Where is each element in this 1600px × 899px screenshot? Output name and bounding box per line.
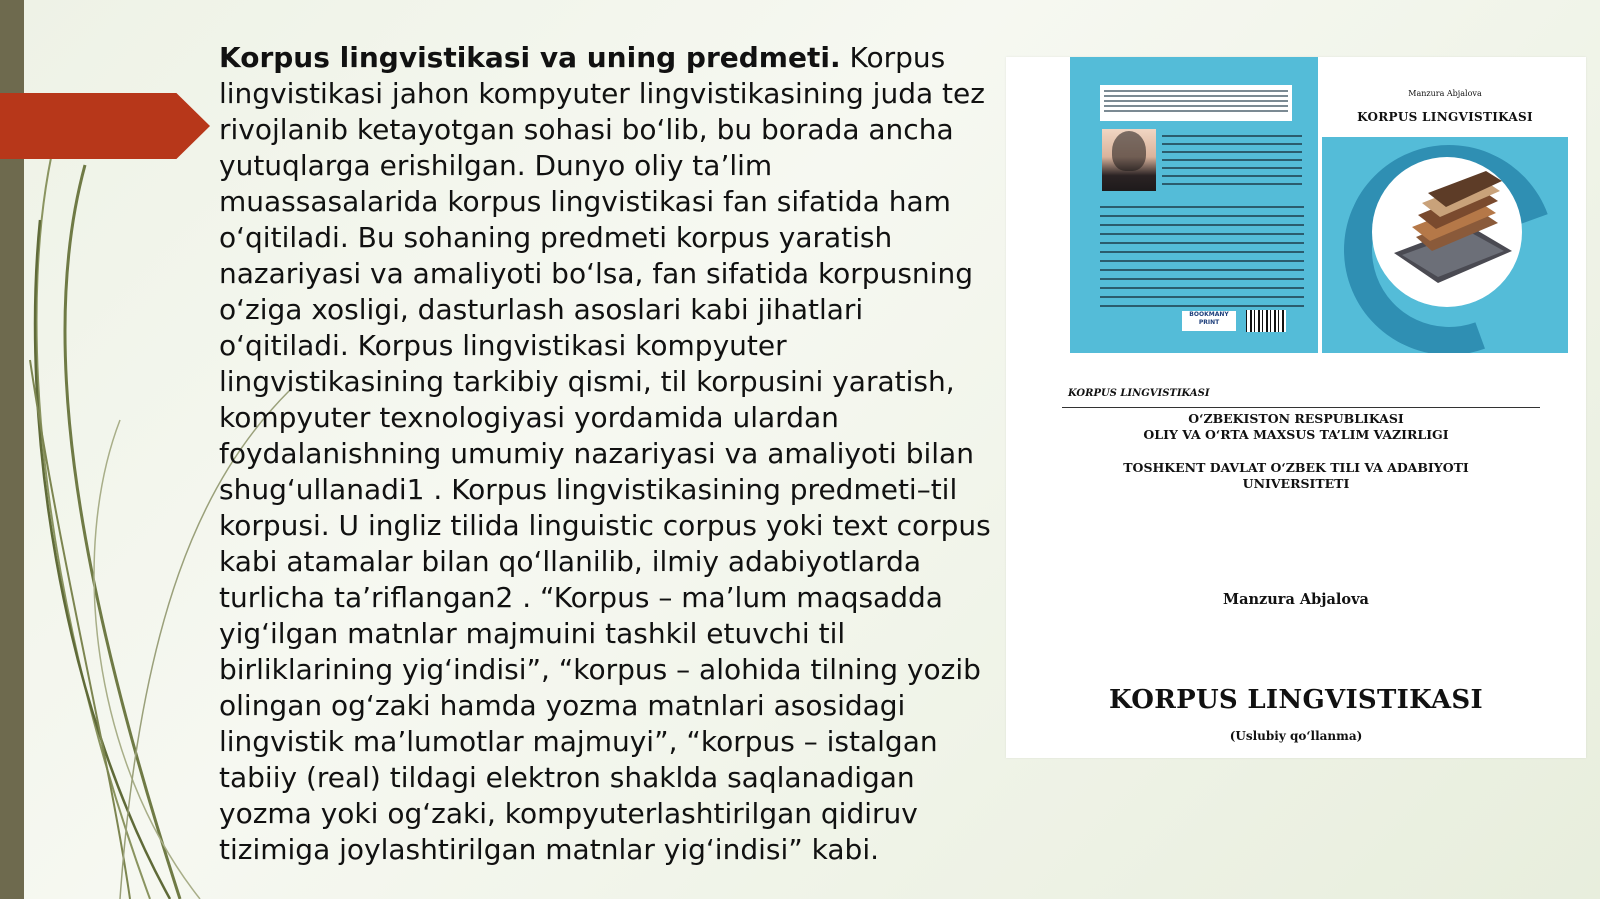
- ministry-name: [1006, 411, 1586, 443]
- title-page-subtitle: (Uslubiy qo‘llanma): [1229, 729, 1363, 743]
- red-arrow-shape: [0, 93, 210, 159]
- author-bio-lines: [1162, 129, 1302, 191]
- university-name: [1006, 460, 1586, 492]
- ministry-line-2: OLIY VA O‘RTA MAXSUS TA’LIM VAZIRLIGI: [1143, 427, 1449, 442]
- header-rule: [1062, 407, 1540, 408]
- books-laptop-illustration: [1388, 167, 1516, 287]
- university-line-1: TOSHKENT DAVLAT O‘ZBEK TILI VA ADABIYOTI: [1123, 460, 1469, 475]
- slide-paragraph: Korpus lingvistikasi jahon kompyuter lingvistikasining juda tez rivojlanib ketayotgan sohasi bo‘lib, bu borada ancha yutuqlarga erishilgan. Dunyo oliy ta’lim muassasalarida korpus lingvistikasi fan sifatida ham o‘qitiladi. Bu sohaning predmeti korpus yaratish nazariyasi va amaliyoti bo‘lsa, fan sifatida korpusning o‘ziga xosligi, dasturlash asoslari kabi jihatlari o‘qitiladi. Korpus lingvistikasi kompyuter lingvistikasining tarkibiy qismi, til korpusini yaratish, kompyuter texnologiyasi yordamida ulardan foydalanishning umumiy nazariyasi va amaliyoti bilan shug‘ullanadi1 . Korpus lingvistikasining predmeti–til korpusi. U ingliz tilida linguistic corpus yoki text corpus kabi atamalar bilan qo‘llanilib, ilmiy adabiyotlarda turlicha ta’riflangan2 . “Korpus – ma’lum maqsadda yig‘ilgan matnlar majmuini tashkil etuvchi til birliklarining yig‘indisi”, “korpus – alohida tilning yozib olingan og‘zaki hamda yozma matnlari asosidagi lingvistik ma’lumotlar majmuyi”, “korpus – istalgan tabiiy (real) tildagi elektron shaklda saqlanadigan yozma yoki og‘zaki, kompyuterlashtirilgan qidiruv tizimiga joylashtirilgan matnlar yig‘indisi” kabi.: [219, 41, 991, 866]
- back-cover-blurb: [1100, 85, 1292, 121]
- running-head: KORPUS LINGVISTIKASI: [1068, 388, 1210, 399]
- title-page-title: KORPUS LINGVISTIKASI: [1109, 685, 1483, 715]
- author-photo: [1102, 129, 1156, 191]
- publisher-logo: BOOKMANY PRINT: [1182, 311, 1236, 331]
- book-back-cover: [1070, 57, 1318, 353]
- book-image: [1006, 57, 1586, 758]
- barcode-icon: [1242, 307, 1290, 335]
- slide-heading: Korpus lingvistikasi va uning predmeti.: [219, 41, 841, 74]
- book-title-page: [1006, 357, 1586, 757]
- front-cover-header: [1322, 57, 1568, 137]
- title-page-author: Manzura Abjalova: [1223, 591, 1369, 608]
- cover-author: Manzura Abjalova: [1408, 89, 1482, 98]
- book-front-cover: [1322, 57, 1568, 353]
- ministry-line-1: O‘ZBEKISTON RESPUBLIKASI: [1188, 411, 1404, 426]
- slide-body-text: [219, 40, 999, 868]
- back-cover-text-lines: [1100, 199, 1304, 314]
- cover-title: KORPUS LINGVISTIKASI: [1357, 110, 1533, 124]
- university-line-2: UNIVERSITETI: [1242, 476, 1350, 491]
